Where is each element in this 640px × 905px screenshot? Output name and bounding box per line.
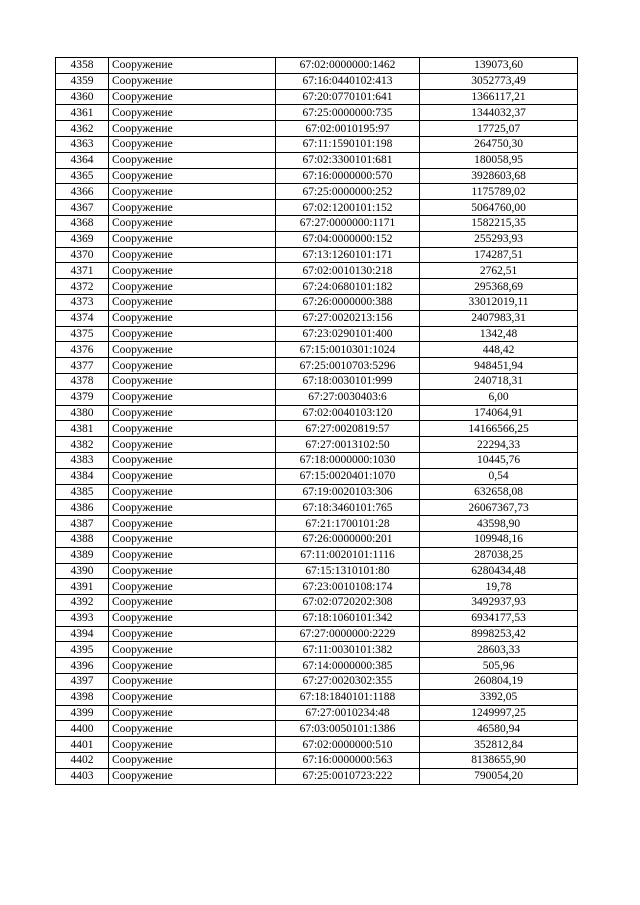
cadastral-value-cell: 19,78	[420, 579, 578, 595]
cadastral-value-cell: 3052773,49	[420, 73, 578, 89]
cadastral-number-cell: 67:14:0000000:385	[276, 658, 420, 674]
row-number-cell: 4374	[56, 310, 109, 326]
cadastral-value-cell: 352812,84	[420, 737, 578, 753]
cadastral-number-cell: 67:27:0020213:156	[276, 310, 420, 326]
object-type-cell: Сооружение	[109, 263, 276, 279]
cadastral-value-cell: 8998253,42	[420, 626, 578, 642]
object-type-cell: Сооружение	[109, 310, 276, 326]
cadastral-value-cell: 3492937,93	[420, 595, 578, 611]
object-type-cell: Сооружение	[109, 531, 276, 547]
row-number-cell: 4387	[56, 516, 109, 532]
object-type-cell: Сооружение	[109, 547, 276, 563]
table-row	[56, 168, 578, 184]
table-row	[56, 358, 578, 374]
object-type-cell: Сооружение	[109, 73, 276, 89]
object-type-cell: Сооружение	[109, 579, 276, 595]
cadastral-number-cell: 67:18:1840101:1188	[276, 689, 420, 705]
cadastral-value-cell: 948451,94	[420, 358, 578, 374]
row-number-cell: 4367	[56, 200, 109, 216]
cadastral-value-cell: 0,54	[420, 468, 578, 484]
cadastral-value-cell: 33012019,11	[420, 294, 578, 310]
row-number-cell: 4359	[56, 73, 109, 89]
cadastral-value-cell: 255293,93	[420, 231, 578, 247]
object-type-cell: Сооружение	[109, 642, 276, 658]
table-row	[56, 595, 578, 611]
object-type-cell: Сооружение	[109, 705, 276, 721]
object-type-cell: Сооружение	[109, 184, 276, 200]
object-type-cell: Сооружение	[109, 168, 276, 184]
cadastral-number-cell: 67:02:0720202:308	[276, 595, 420, 611]
cadastral-value-cell: 22294,33	[420, 437, 578, 453]
table-row	[56, 421, 578, 437]
object-type-cell: Сооружение	[109, 721, 276, 737]
object-type-cell: Сооружение	[109, 136, 276, 152]
table-row	[56, 405, 578, 421]
cadastral-number-cell: 67:02:0000000:510	[276, 737, 420, 753]
table-row	[56, 373, 578, 389]
cadastral-number-cell: 67:15:1310101:80	[276, 563, 420, 579]
cadastral-value-cell: 174287,51	[420, 247, 578, 263]
cadastral-number-cell: 67:27:0030403:6	[276, 389, 420, 405]
cadastral-value-cell: 264750,30	[420, 136, 578, 152]
cadastral-number-cell: 67:23:0290101:400	[276, 326, 420, 342]
cadastral-number-cell: 67:16:0000000:570	[276, 168, 420, 184]
table-row	[56, 136, 578, 152]
cadastral-value-cell: 6,00	[420, 389, 578, 405]
object-type-cell: Сооружение	[109, 89, 276, 105]
table-row	[56, 452, 578, 468]
cadastral-number-cell: 67:25:0010703:5296	[276, 358, 420, 374]
table-row	[56, 610, 578, 626]
object-type-cell: Сооружение	[109, 500, 276, 516]
object-type-cell: Сооружение	[109, 294, 276, 310]
cadastral-number-cell: 67:18:0000000:1030	[276, 452, 420, 468]
document-page	[55, 57, 577, 785]
row-number-cell: 4394	[56, 626, 109, 642]
object-type-cell: Сооружение	[109, 753, 276, 769]
row-number-cell: 4360	[56, 89, 109, 105]
object-type-cell: Сооружение	[109, 563, 276, 579]
cadastral-value-cell: 1366117,21	[420, 89, 578, 105]
row-number-cell: 4393	[56, 610, 109, 626]
cadastral-number-cell: 67:15:0020401:1070	[276, 468, 420, 484]
table-row	[56, 215, 578, 231]
cadastral-number-cell: 67:16:0000000:563	[276, 753, 420, 769]
table-row	[56, 310, 578, 326]
object-type-cell: Сооружение	[109, 674, 276, 690]
object-type-cell: Сооружение	[109, 405, 276, 421]
table-row	[56, 58, 578, 74]
cadastral-value-cell: 174064,91	[420, 405, 578, 421]
row-number-cell: 4381	[56, 421, 109, 437]
row-number-cell: 4382	[56, 437, 109, 453]
cadastral-number-cell: 67:11:0030101:382	[276, 642, 420, 658]
object-type-cell: Сооружение	[109, 689, 276, 705]
cadastral-number-cell: 67:27:0000000:2229	[276, 626, 420, 642]
table-row	[56, 737, 578, 753]
cadastral-number-cell: 67:04:0000000:152	[276, 231, 420, 247]
property-table	[55, 57, 578, 785]
table-row	[56, 247, 578, 263]
table-body	[56, 58, 578, 785]
cadastral-number-cell: 67:02:0010195:97	[276, 121, 420, 137]
row-number-cell: 4400	[56, 721, 109, 737]
cadastral-number-cell: 67:20:0770101:641	[276, 89, 420, 105]
object-type-cell: Сооружение	[109, 452, 276, 468]
object-type-cell: Сооружение	[109, 389, 276, 405]
row-number-cell: 4403	[56, 768, 109, 784]
object-type-cell: Сооружение	[109, 421, 276, 437]
table-row	[56, 658, 578, 674]
cadastral-number-cell: 67:25:0010723:222	[276, 768, 420, 784]
row-number-cell: 4386	[56, 500, 109, 516]
object-type-cell: Сооружение	[109, 279, 276, 295]
cadastral-value-cell: 505,96	[420, 658, 578, 674]
cadastral-number-cell: 67:15:0010301:1024	[276, 342, 420, 358]
row-number-cell: 4402	[56, 753, 109, 769]
cadastral-value-cell: 1175789,02	[420, 184, 578, 200]
table-row	[56, 263, 578, 279]
cadastral-value-cell: 260804,19	[420, 674, 578, 690]
cadastral-value-cell: 295368,69	[420, 279, 578, 295]
table-row	[56, 516, 578, 532]
table-row	[56, 531, 578, 547]
row-number-cell: 4358	[56, 58, 109, 74]
cadastral-number-cell: 67:18:1060101:342	[276, 610, 420, 626]
cadastral-value-cell: 240718,31	[420, 373, 578, 389]
object-type-cell: Сооружение	[109, 358, 276, 374]
row-number-cell: 4365	[56, 168, 109, 184]
cadastral-number-cell: 67:27:0010234:48	[276, 705, 420, 721]
cadastral-value-cell: 17725,07	[420, 121, 578, 137]
row-number-cell: 4389	[56, 547, 109, 563]
cadastral-number-cell: 67:27:0000000:1171	[276, 215, 420, 231]
object-type-cell: Сооружение	[109, 595, 276, 611]
row-number-cell: 4375	[56, 326, 109, 342]
table-row	[56, 642, 578, 658]
cadastral-number-cell: 67:25:0000000:252	[276, 184, 420, 200]
cadastral-value-cell: 3392,05	[420, 689, 578, 705]
cadastral-value-cell: 5064760,00	[420, 200, 578, 216]
cadastral-number-cell: 67:26:0000000:388	[276, 294, 420, 310]
row-number-cell: 4391	[56, 579, 109, 595]
table-row	[56, 389, 578, 405]
row-number-cell: 4395	[56, 642, 109, 658]
table-row	[56, 200, 578, 216]
cadastral-number-cell: 67:25:0000000:735	[276, 105, 420, 121]
cadastral-number-cell: 67:02:0010130:218	[276, 263, 420, 279]
row-number-cell: 4392	[56, 595, 109, 611]
cadastral-value-cell: 26067367,73	[420, 500, 578, 516]
object-type-cell: Сооружение	[109, 326, 276, 342]
cadastral-number-cell: 67:26:0000000:201	[276, 531, 420, 547]
row-number-cell: 4401	[56, 737, 109, 753]
table-row	[56, 674, 578, 690]
object-type-cell: Сооружение	[109, 247, 276, 263]
row-number-cell: 4368	[56, 215, 109, 231]
object-type-cell: Сооружение	[109, 468, 276, 484]
row-number-cell: 4373	[56, 294, 109, 310]
table-row	[56, 294, 578, 310]
object-type-cell: Сооружение	[109, 373, 276, 389]
cadastral-number-cell: 67:23:0010108:174	[276, 579, 420, 595]
row-number-cell: 4378	[56, 373, 109, 389]
table-row	[56, 121, 578, 137]
object-type-cell: Сооружение	[109, 658, 276, 674]
row-number-cell: 4376	[56, 342, 109, 358]
cadastral-number-cell: 67:02:0000000:1462	[276, 58, 420, 74]
cadastral-value-cell: 10445,76	[420, 452, 578, 468]
row-number-cell: 4370	[56, 247, 109, 263]
table-row	[56, 705, 578, 721]
cadastral-value-cell: 632658,08	[420, 484, 578, 500]
object-type-cell: Сооружение	[109, 737, 276, 753]
cadastral-number-cell: 67:18:3460101:765	[276, 500, 420, 516]
row-number-cell: 4379	[56, 389, 109, 405]
cadastral-number-cell: 67:13:1260101:171	[276, 247, 420, 263]
table-row	[56, 468, 578, 484]
table-row	[56, 184, 578, 200]
table-row	[56, 547, 578, 563]
cadastral-number-cell: 67:02:1200101:152	[276, 200, 420, 216]
cadastral-number-cell: 67:11:0020101:1116	[276, 547, 420, 563]
table-row	[56, 563, 578, 579]
table-row	[56, 231, 578, 247]
table-row	[56, 152, 578, 168]
row-number-cell: 4363	[56, 136, 109, 152]
cadastral-value-cell: 2762,51	[420, 263, 578, 279]
object-type-cell: Сооружение	[109, 437, 276, 453]
cadastral-value-cell: 448,42	[420, 342, 578, 358]
table-row	[56, 437, 578, 453]
row-number-cell: 4390	[56, 563, 109, 579]
row-number-cell: 4369	[56, 231, 109, 247]
cadastral-number-cell: 67:03:0050101:1386	[276, 721, 420, 737]
row-number-cell: 4396	[56, 658, 109, 674]
cadastral-number-cell: 67:16:0440102:413	[276, 73, 420, 89]
object-type-cell: Сооружение	[109, 215, 276, 231]
table-row	[56, 279, 578, 295]
cadastral-value-cell: 790054,20	[420, 768, 578, 784]
object-type-cell: Сооружение	[109, 200, 276, 216]
object-type-cell: Сооружение	[109, 342, 276, 358]
cadastral-value-cell: 1582215,35	[420, 215, 578, 231]
cadastral-number-cell: 67:24:0680101:182	[276, 279, 420, 295]
cadastral-value-cell: 3928603,68	[420, 168, 578, 184]
table-row	[56, 105, 578, 121]
table-row	[56, 768, 578, 784]
cadastral-number-cell: 67:02:3300101:681	[276, 152, 420, 168]
object-type-cell: Сооружение	[109, 484, 276, 500]
cadastral-number-cell: 67:27:0013102:50	[276, 437, 420, 453]
row-number-cell: 4364	[56, 152, 109, 168]
cadastral-number-cell: 67:02:0040103:120	[276, 405, 420, 421]
cadastral-number-cell: 67:19:0020103:306	[276, 484, 420, 500]
cadastral-value-cell: 28603,33	[420, 642, 578, 658]
table-row	[56, 721, 578, 737]
cadastral-value-cell: 8138655,90	[420, 753, 578, 769]
cadastral-value-cell: 2407983,31	[420, 310, 578, 326]
row-number-cell: 4380	[56, 405, 109, 421]
object-type-cell: Сооружение	[109, 516, 276, 532]
row-number-cell: 4398	[56, 689, 109, 705]
row-number-cell: 4371	[56, 263, 109, 279]
object-type-cell: Сооружение	[109, 121, 276, 137]
cadastral-number-cell: 67:27:0020302:355	[276, 674, 420, 690]
cadastral-value-cell: 1342,48	[420, 326, 578, 342]
cadastral-value-cell: 1344032,37	[420, 105, 578, 121]
row-number-cell: 4366	[56, 184, 109, 200]
table-row	[56, 342, 578, 358]
object-type-cell: Сооружение	[109, 626, 276, 642]
cadastral-value-cell: 109948,16	[420, 531, 578, 547]
table-row	[56, 753, 578, 769]
table-row	[56, 484, 578, 500]
table-row	[56, 626, 578, 642]
object-type-cell: Сооружение	[109, 610, 276, 626]
cadastral-value-cell: 1249997,25	[420, 705, 578, 721]
object-type-cell: Сооружение	[109, 231, 276, 247]
table-row	[56, 689, 578, 705]
object-type-cell: Сооружение	[109, 152, 276, 168]
row-number-cell: 4383	[56, 452, 109, 468]
cadastral-value-cell: 139073,60	[420, 58, 578, 74]
row-number-cell: 4377	[56, 358, 109, 374]
row-number-cell: 4397	[56, 674, 109, 690]
cadastral-number-cell: 67:27:0020819:57	[276, 421, 420, 437]
row-number-cell: 4388	[56, 531, 109, 547]
cadastral-value-cell: 180058,95	[420, 152, 578, 168]
table-row	[56, 579, 578, 595]
cadastral-number-cell: 67:21:1700101:28	[276, 516, 420, 532]
row-number-cell: 4384	[56, 468, 109, 484]
table-row	[56, 326, 578, 342]
row-number-cell: 4372	[56, 279, 109, 295]
cadastral-value-cell: 6280434,48	[420, 563, 578, 579]
table-row	[56, 73, 578, 89]
cadastral-number-cell: 67:18:0030101:999	[276, 373, 420, 389]
cadastral-value-cell: 43598,90	[420, 516, 578, 532]
cadastral-value-cell: 14166566,25	[420, 421, 578, 437]
row-number-cell: 4361	[56, 105, 109, 121]
cadastral-number-cell: 67:11:1590101:198	[276, 136, 420, 152]
object-type-cell: Сооружение	[109, 768, 276, 784]
object-type-cell: Сооружение	[109, 58, 276, 74]
table-row	[56, 89, 578, 105]
table-row	[56, 500, 578, 516]
row-number-cell: 4385	[56, 484, 109, 500]
row-number-cell: 4362	[56, 121, 109, 137]
row-number-cell: 4399	[56, 705, 109, 721]
object-type-cell: Сооружение	[109, 105, 276, 121]
cadastral-value-cell: 6934177,53	[420, 610, 578, 626]
cadastral-value-cell: 46580,94	[420, 721, 578, 737]
cadastral-value-cell: 287038,25	[420, 547, 578, 563]
